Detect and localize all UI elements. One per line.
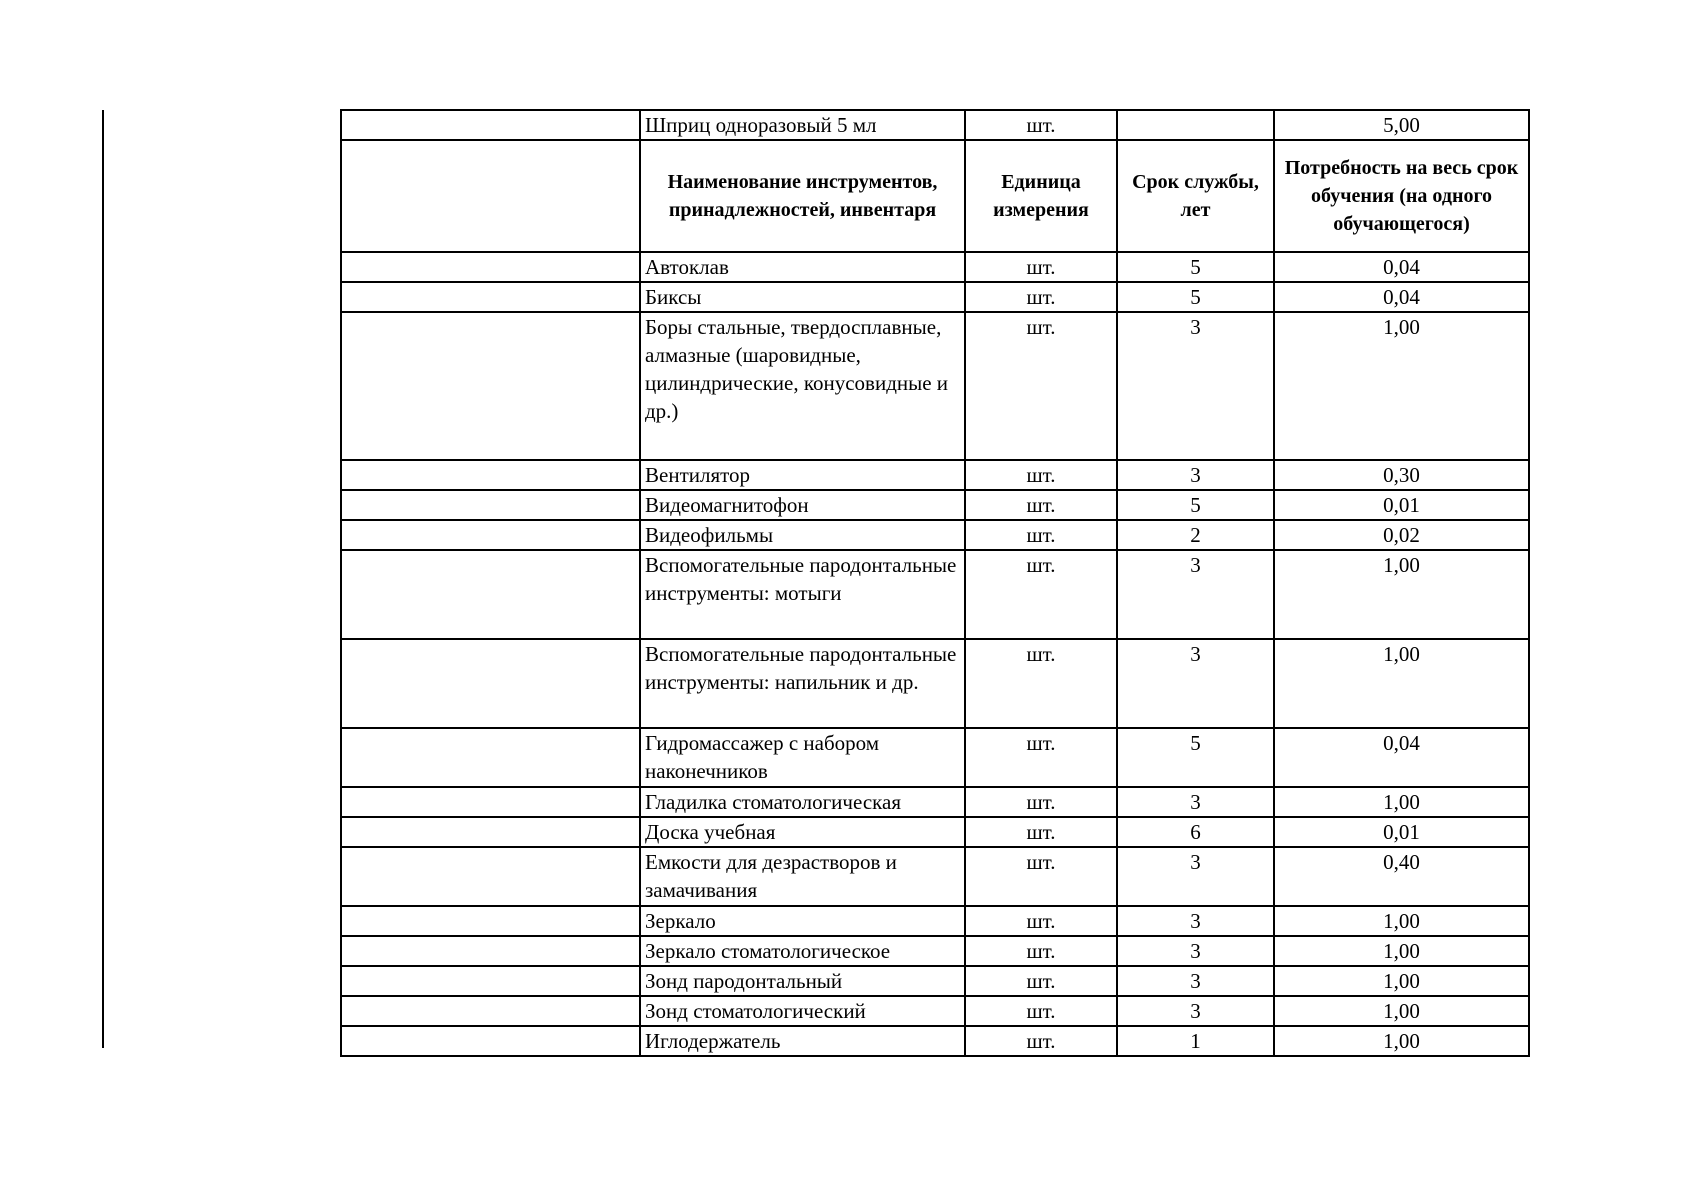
item-need-cell: 5,00 <box>1274 110 1529 140</box>
item-life-cell: 3 <box>1117 906 1274 936</box>
header-life-cell: Срок службы, лет <box>1117 140 1274 252</box>
empty-cell <box>341 140 640 252</box>
item-life-cell: 3 <box>1117 639 1274 728</box>
empty-cell <box>341 252 640 282</box>
item-life-cell: 6 <box>1117 817 1274 847</box>
item-name-cell: Зонд пародонтальный <box>640 966 965 996</box>
item-name-cell: Вспомогательные пародонтальные инструменты: напильник и др. <box>640 639 965 728</box>
item-need-cell: 1,00 <box>1274 550 1529 639</box>
item-need-cell: 1,00 <box>1274 787 1529 817</box>
item-unit-cell: шт. <box>965 847 1117 906</box>
item-need-cell: 0,04 <box>1274 728 1529 787</box>
item-need-cell: 1,00 <box>1274 966 1529 996</box>
item-name-cell: Вентилятор <box>640 460 965 490</box>
item-name-cell: Гладилка стоматологическая <box>640 787 965 817</box>
item-life-cell: 3 <box>1117 966 1274 996</box>
empty-cell <box>341 728 640 787</box>
item-name-cell: Видеофильмы <box>640 520 965 550</box>
item-name-cell: Емкости для дезрастворов и замачивания <box>640 847 965 906</box>
empty-cell <box>341 110 640 140</box>
table-row <box>341 966 1529 996</box>
empty-cell <box>341 460 640 490</box>
item-need-cell: 0,04 <box>1274 252 1529 282</box>
item-life-cell: 3 <box>1117 847 1274 906</box>
item-unit-cell: шт. <box>965 550 1117 639</box>
item-need-cell: 0,30 <box>1274 460 1529 490</box>
empty-cell <box>341 1026 640 1056</box>
item-life-cell: 3 <box>1117 550 1274 639</box>
item-unit-cell: шт. <box>965 490 1117 520</box>
item-name-cell: Вспомогательные пародонтальные инструменты: мотыги <box>640 550 965 639</box>
table-row <box>341 520 1529 550</box>
item-life-cell: 2 <box>1117 520 1274 550</box>
table-header-row <box>341 140 1529 252</box>
empty-cell <box>341 996 640 1026</box>
table-row <box>341 936 1529 966</box>
item-life-cell: 3 <box>1117 996 1274 1026</box>
item-unit-cell: шт. <box>965 966 1117 996</box>
item-name-cell: Биксы <box>640 282 965 312</box>
item-life-cell: 3 <box>1117 312 1274 460</box>
item-life-cell <box>1117 110 1274 140</box>
empty-cell <box>341 639 640 728</box>
item-need-cell: 1,00 <box>1274 1026 1529 1056</box>
empty-cell <box>341 550 640 639</box>
item-unit-cell: шт. <box>965 996 1117 1026</box>
table-row <box>341 312 1529 460</box>
empty-cell <box>341 787 640 817</box>
item-unit-cell: шт. <box>965 817 1117 847</box>
item-name-cell: Зеркало стоматологическое <box>640 936 965 966</box>
item-unit-cell: шт. <box>965 282 1117 312</box>
table-row <box>341 490 1529 520</box>
item-name-cell: Видеомагнитофон <box>640 490 965 520</box>
table-row <box>341 847 1529 906</box>
item-name-cell: Зонд стоматологический <box>640 996 965 1026</box>
empty-cell <box>341 490 640 520</box>
item-life-cell: 1 <box>1117 1026 1274 1056</box>
equipment-table <box>340 109 1530 1057</box>
header-unit-cell: Единица измерения <box>965 140 1117 252</box>
item-need-cell: 1,00 <box>1274 936 1529 966</box>
item-life-cell: 3 <box>1117 787 1274 817</box>
item-name-cell: Боры стальные, твердосплавные, алмазные (шаровидные, цилиндрические, конусовидные и др.) <box>640 312 965 460</box>
empty-cell <box>341 936 640 966</box>
empty-cell <box>341 282 640 312</box>
header-need-cell: Потребность на весь срок обучения (на одного обучающегося) <box>1274 140 1529 252</box>
item-need-cell: 0,02 <box>1274 520 1529 550</box>
item-name-cell: Доска учебная <box>640 817 965 847</box>
item-life-cell: 5 <box>1117 282 1274 312</box>
empty-cell <box>341 966 640 996</box>
item-unit-cell: шт. <box>965 728 1117 787</box>
left-margin-line <box>102 110 104 1048</box>
table-row <box>341 282 1529 312</box>
item-name-cell: Шприц одноразовый 5 мл <box>640 110 965 140</box>
header-name-cell: Наименование инструментов, принадлежностей, инвентаря <box>640 140 965 252</box>
item-need-cell: 1,00 <box>1274 996 1529 1026</box>
item-need-cell: 0,40 <box>1274 847 1529 906</box>
empty-cell <box>341 906 640 936</box>
item-life-cell: 5 <box>1117 490 1274 520</box>
item-unit-cell: шт. <box>965 110 1117 140</box>
empty-cell <box>341 847 640 906</box>
item-unit-cell: шт. <box>965 906 1117 936</box>
empty-cell <box>341 520 640 550</box>
table-row <box>341 460 1529 490</box>
table-row <box>341 252 1529 282</box>
item-need-cell: 0,01 <box>1274 490 1529 520</box>
table-row <box>341 787 1529 817</box>
item-name-cell: Зеркало <box>640 906 965 936</box>
empty-cell <box>341 312 640 460</box>
table-row <box>341 639 1529 728</box>
item-life-cell: 3 <box>1117 460 1274 490</box>
item-life-cell: 5 <box>1117 252 1274 282</box>
item-name-cell: Гидромассажер с набором наконечников <box>640 728 965 787</box>
table-row <box>341 906 1529 936</box>
empty-cell <box>341 817 640 847</box>
item-unit-cell: шт. <box>965 639 1117 728</box>
table-row <box>341 110 1529 140</box>
table-row <box>341 1026 1529 1056</box>
table-row <box>341 817 1529 847</box>
item-need-cell: 0,01 <box>1274 817 1529 847</box>
item-unit-cell: шт. <box>965 312 1117 460</box>
table-row <box>341 996 1529 1026</box>
item-name-cell: Автоклав <box>640 252 965 282</box>
item-need-cell: 1,00 <box>1274 639 1529 728</box>
table-row <box>341 550 1529 639</box>
item-life-cell: 3 <box>1117 936 1274 966</box>
item-need-cell: 1,00 <box>1274 906 1529 936</box>
item-need-cell: 1,00 <box>1274 312 1529 460</box>
item-name-cell: Иглодержатель <box>640 1026 965 1056</box>
item-unit-cell: шт. <box>965 520 1117 550</box>
table-row <box>341 728 1529 787</box>
item-unit-cell: шт. <box>965 936 1117 966</box>
item-unit-cell: шт. <box>965 460 1117 490</box>
item-need-cell: 0,04 <box>1274 282 1529 312</box>
item-life-cell: 5 <box>1117 728 1274 787</box>
item-unit-cell: шт. <box>965 252 1117 282</box>
item-unit-cell: шт. <box>965 1026 1117 1056</box>
item-unit-cell: шт. <box>965 787 1117 817</box>
